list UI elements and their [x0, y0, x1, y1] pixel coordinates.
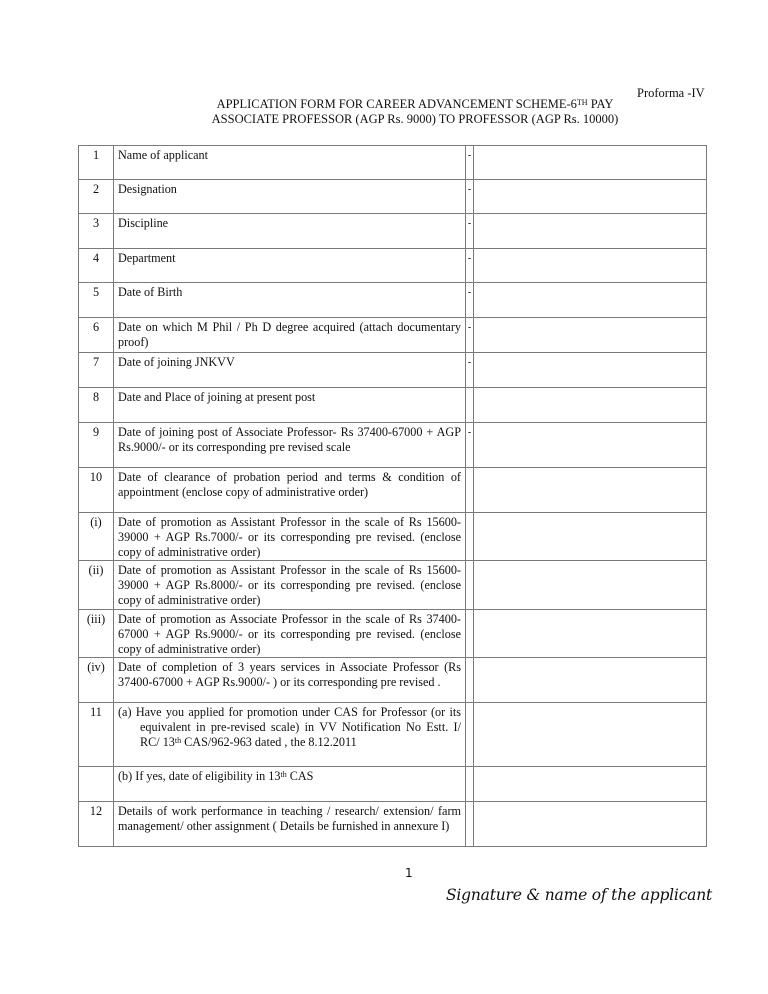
row-label: Date of completion of 3 years services in Associate Professor (Rs 37400-67000 + AGP Rs.9000/- ) or its corresponding pre revised . — [114, 657, 466, 702]
row-dash — [466, 388, 474, 423]
form-row-11b — [79, 766, 707, 801]
form-row — [79, 468, 707, 513]
form-row — [79, 318, 707, 353]
row-value-field[interactable] — [474, 146, 707, 180]
row-value-field[interactable] — [474, 468, 707, 513]
title-line-2: ASSOCIATE PROFESSOR (AGP Rs. 9000) TO PROFESSOR (AGP Rs. 10000) — [211, 112, 619, 126]
row-dash: - — [466, 180, 474, 214]
form-row — [79, 353, 707, 388]
row-number: 8 — [79, 388, 114, 423]
row-number: 10 — [79, 468, 114, 513]
row-number — [79, 766, 114, 801]
row-label: Date of joining JNKVV — [114, 353, 466, 388]
row-value-field[interactable] — [474, 353, 707, 388]
row-value-field[interactable] — [474, 180, 707, 214]
form-row — [79, 423, 707, 468]
row-dash: - — [466, 283, 474, 318]
row-value-field[interactable] — [474, 801, 707, 846]
row-number: 2 — [79, 180, 114, 214]
row-number: 7 — [79, 353, 114, 388]
form-row — [79, 609, 707, 657]
row-number: (i) — [79, 513, 114, 561]
row-value-field[interactable] — [474, 249, 707, 283]
form-row-11a — [79, 702, 707, 766]
row-value-field[interactable] — [474, 318, 707, 353]
form-row — [79, 388, 707, 423]
row-value-field[interactable] — [474, 657, 707, 702]
row-label: Date on which M Phil / Ph D degree acquired (attach documentary proof) — [114, 318, 466, 353]
row-11b-question: (b) If yes, date of eligibility in 13th CAS — [118, 768, 314, 783]
row-dash: - — [466, 146, 474, 180]
row-number: 3 — [79, 214, 114, 249]
row-dash: - — [466, 353, 474, 388]
row-number: 11 — [79, 702, 114, 766]
row-dash — [466, 801, 474, 846]
row-label: Name of applicant — [114, 146, 466, 180]
row-label: Date of clearance of probation period and terms & condition of appointment (enclose copy of administrative order) — [114, 468, 466, 513]
row-label: Date of promotion as Associate Professor in the scale of Rs 37400-67000 + AGP Rs.9000/- or its corresponding pre revised. (enclose copy of administrative order) — [114, 609, 466, 657]
row-label — [114, 766, 466, 801]
row-dash: - — [466, 423, 474, 468]
row-label: Designation — [114, 180, 466, 214]
row-dash — [466, 609, 474, 657]
row-value-field[interactable] — [474, 702, 707, 766]
proforma-label: Proforma -IV — [637, 86, 705, 100]
form-row-12 — [79, 801, 707, 846]
row-value-field[interactable] — [474, 423, 707, 468]
row-number: 9 — [79, 423, 114, 468]
row-number: (ii) — [79, 561, 114, 609]
row-label: Date of promotion as Assistant Professor in the scale of Rs 15600-39000 + AGP Rs.8000/- or its corresponding pre revised. (enclose copy of administrative order) — [114, 561, 466, 609]
row-number: 12 — [79, 801, 114, 846]
application-form-table — [78, 145, 707, 847]
row-number: 6 — [79, 318, 114, 353]
row-dash — [466, 561, 474, 609]
signature-label: Signature & name of the applicant — [446, 886, 713, 904]
form-row — [79, 146, 707, 180]
row-value-field[interactable] — [474, 561, 707, 609]
row-label: Discipline — [114, 214, 466, 249]
row-number: 5 — [79, 283, 114, 318]
form-row — [79, 561, 707, 609]
row-dash — [466, 513, 474, 561]
form-row — [79, 214, 707, 249]
form-row — [79, 180, 707, 214]
row-label: Date and Place of joining at present post — [114, 388, 466, 423]
form-row — [79, 249, 707, 283]
row-label: Date of Birth — [114, 283, 466, 318]
row-value-field[interactable] — [474, 388, 707, 423]
row-label — [114, 702, 466, 766]
row-value-field[interactable] — [474, 283, 707, 318]
form-title — [120, 97, 710, 127]
row-dash — [466, 702, 474, 766]
row-label: Date of joining post of Associate Professor- Rs 37400-67000 + AGP Rs.9000/- or its corresponding pre revised scale — [114, 423, 466, 468]
row-number: 4 — [79, 249, 114, 283]
row-dash — [466, 468, 474, 513]
title-line-1: APPLICATION FORM FOR CAREER ADVANCEMENT SCHEME-6TH PAY — [216, 97, 614, 111]
row-dash: - — [466, 214, 474, 249]
row-value-field[interactable] — [474, 513, 707, 561]
row-11a-question: (a) Have you applied for promotion under CAS for Professor (or its equivalent in pre-revised scale) in VV Notification No Estt. I/ RC/ 13th CAS/962-963 dated , the 8.12.2011 — [118, 704, 461, 750]
page-number: 1 — [405, 866, 413, 880]
row-label: Details of work performance in teaching / research/ extension/ farm management/ other assignment ( Details be furnished in annexure I) — [114, 801, 466, 846]
row-number: (iii) — [79, 609, 114, 657]
form-row — [79, 283, 707, 318]
form-row — [79, 513, 707, 561]
row-dash — [466, 766, 474, 801]
row-dash — [466, 657, 474, 702]
row-number: (iv) — [79, 657, 114, 702]
row-number: 1 — [79, 146, 114, 180]
row-value-field[interactable] — [474, 609, 707, 657]
row-value-field[interactable] — [474, 766, 707, 801]
row-dash: - — [466, 318, 474, 353]
row-label: Department — [114, 249, 466, 283]
form-row — [79, 657, 707, 702]
row-label: Date of promotion as Assistant Professor in the scale of Rs 15600-39000 + AGP Rs.7000/- or its corresponding pre revised. (enclose copy of administrative order) — [114, 513, 466, 561]
row-value-field[interactable] — [474, 214, 707, 249]
row-dash: - — [466, 249, 474, 283]
